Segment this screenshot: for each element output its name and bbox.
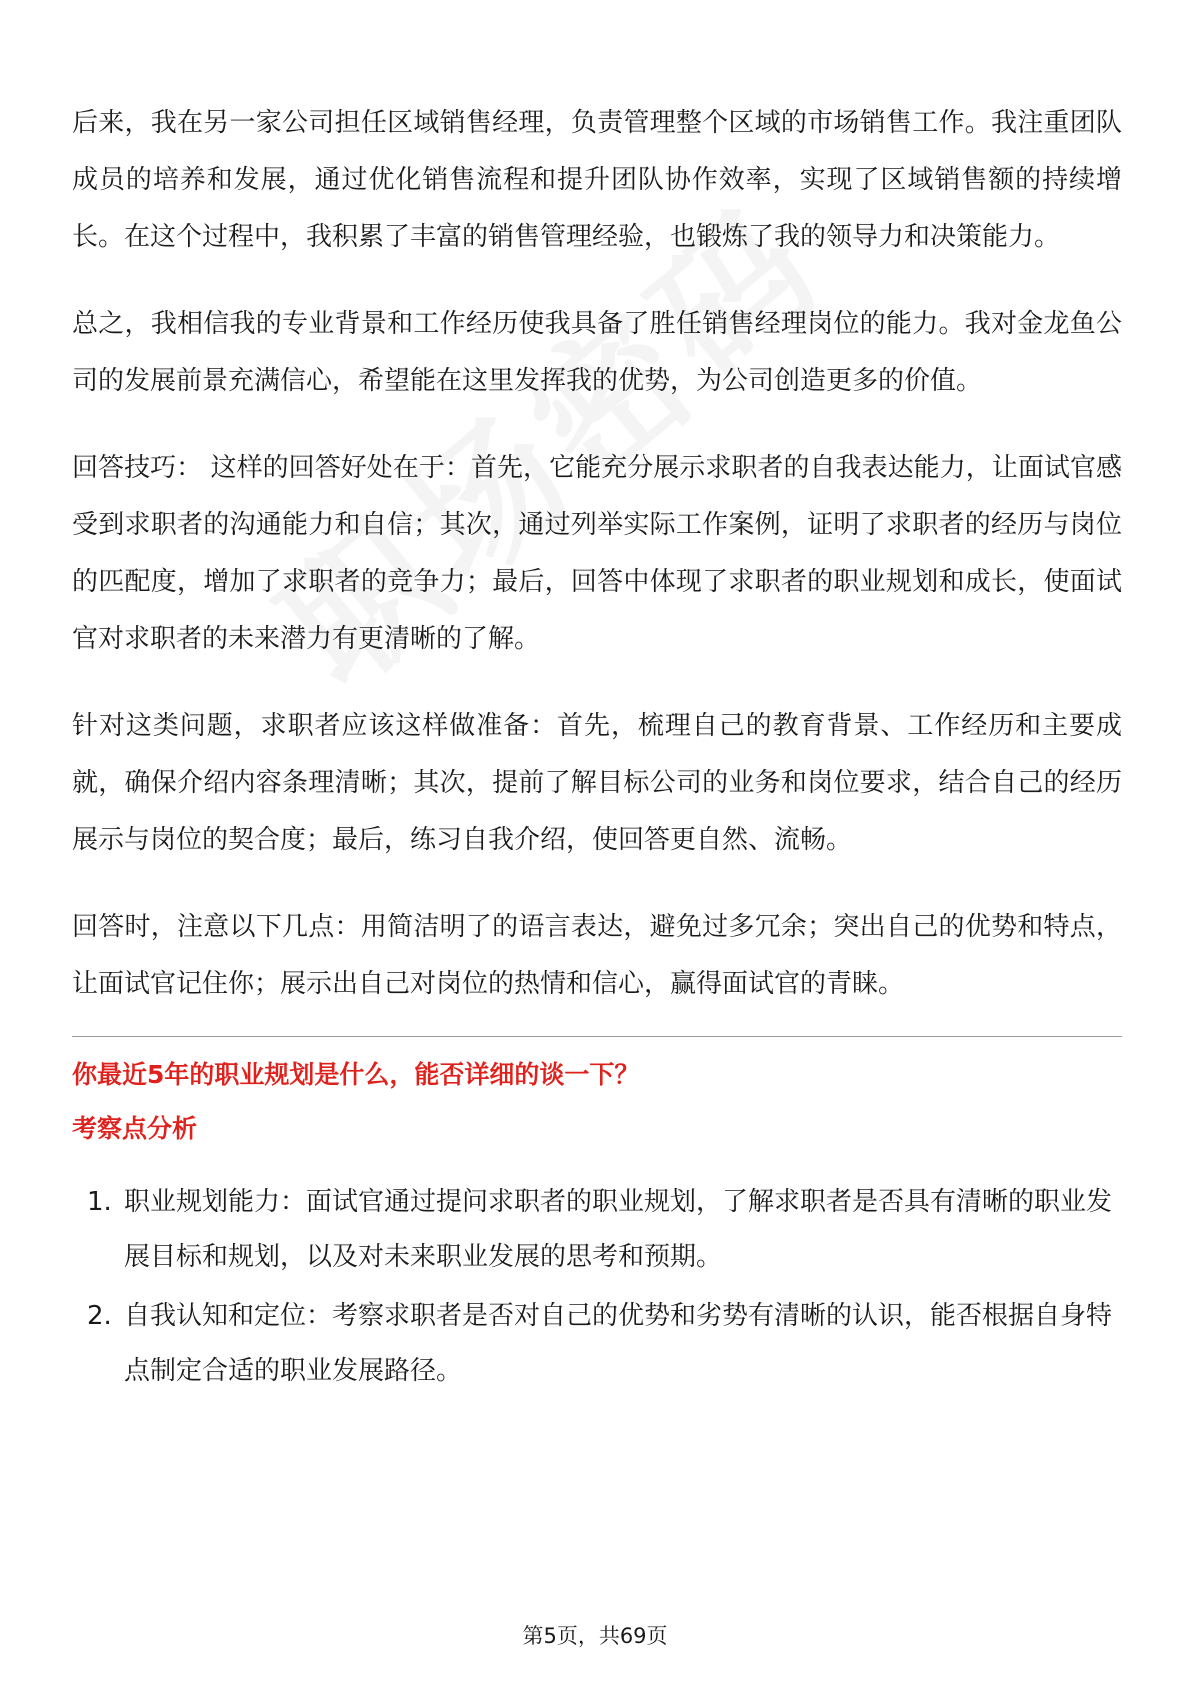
list-item [72, 1289, 1122, 1399]
paragraph-conclusion: 总之，我相信我的专业背景和工作经历使我具备了胜任销售经理岗位的能力。我对金龙鱼公司的发展前景充满信心，希望能在这里发挥我的优势，为公司创造更多的价值。 [72, 309, 1122, 396]
section-title: 考察点分析 [72, 1114, 198, 1143]
page-footer: 第5页，共69页 [522, 1624, 668, 1648]
list-item-number: 2. [87, 1301, 112, 1331]
list-item-text: 职业规划能力：面试官通过提问求职者的职业规划，了解求职者是否具有清晰的职业发展目标和规划，以及对未来职业发展的思考和预期。 [124, 1187, 1113, 1272]
analysis-list [72, 1175, 1122, 1399]
section-divider [72, 1036, 1122, 1037]
list-item-text: 自我认知和定位：考察求职者是否对自己的优势和劣势有清晰的认识，能否根据自身特点制定合适的职业发展路径。 [124, 1301, 1113, 1386]
paragraph-answer-tips: 回答技巧： 这样的回答好处在于：首先，它能充分展示求职者的自我表达能力，让面试官感受到求职者的沟通能力和自信；其次，通过列举实际工作案例，证明了求职者的经历与岗位的匹配度，增加了求职者的竞争力；最后，回答中体现了求职者的职业规划和成长，使面试官对求职者的未来潜力有更清晰的了解。 [72, 453, 1122, 654]
list-item-number: 1. [87, 1187, 112, 1217]
paragraph-notes: 回答时，注意以下几点：用简洁明了的语言表达，避免过多冗余；突出自己的优势和特点，让面试官记住你；展示出自己对岗位的热情和信心，赢得面试官的青睐。 [72, 912, 1122, 999]
paragraph-preparation: 针对这类问题，求职者应该这样做准备：首先，梳理自己的教育背景、工作经历和主要成就，确保介绍内容条理清晰；其次，提前了解目标公司的业务和岗位要求，结合自己的经历展示与岗位的契合度；最后，练习自我介绍，使回答更自然、流畅。 [72, 711, 1122, 855]
list-item [72, 1175, 1122, 1285]
page-content [72, 95, 1122, 1403]
paragraph-experience: 后来，我在另一家公司担任区域销售经理，负责管理整个区域的市场销售工作。我注重团队成员的培养和发展，通过优化销售流程和提升团队协作效率，实现了区域销售额的持续增长。在这个过程中，我积累了丰富的销售管理经验，也锻炼了我的领导力和决策能力。 [72, 108, 1122, 252]
question-title: 你最近5年的职业规划是什么，能否详细的谈一下？ [72, 1060, 640, 1089]
